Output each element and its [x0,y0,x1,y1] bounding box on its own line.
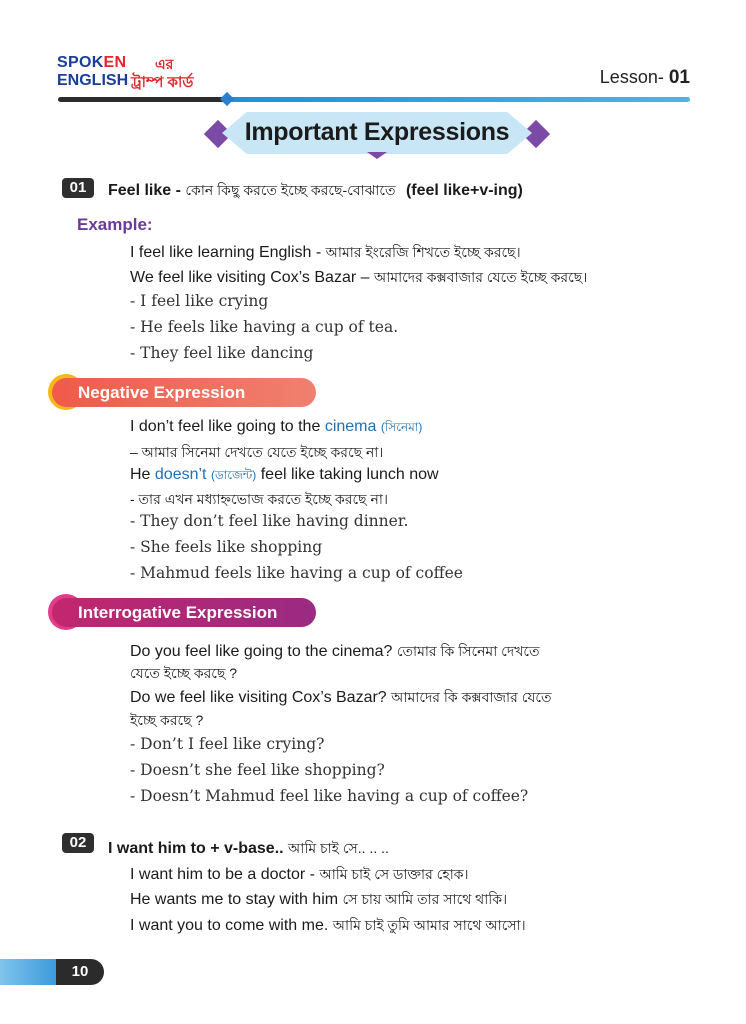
example-line: We feel like visiting Cox’s Bazar – আমাদের কক্সবাজার যেতে ইচ্ছে করছে। [130,269,588,286]
page-number: 10 [56,959,104,985]
bullet-line: - They don’t feel like having dinner. [130,512,409,530]
negative-expression-pill: Negative Expression [52,378,316,407]
logo-trump-card: ট্রাম্প কার্ড [131,74,194,91]
section-number-badge: 01 [62,178,94,198]
title-banner [206,112,548,158]
example-label: Example: [77,215,153,234]
negative-line-bn: – আমার সিনেমা দেখতে যেতে ইচ্ছে করছে না। [130,444,384,460]
negative-line-bn: - তার এখন মধ্যাহ্নভোজ করতে ইচ্ছে করছে না। [130,491,388,507]
bullet-line: - Mahmud feels like having a cup of coffee [130,564,463,582]
divider-diamond-icon [220,92,234,106]
question-line-bn: ইচ্ছে করছে ? [130,712,204,728]
section2-heading: I want him to + v-base.. আমি চাই সে.. .. .. [108,840,389,857]
logo-spoken: SPOKEN [57,54,127,71]
interrogative-expression-pill: Interrogative Expression [52,598,316,627]
question-line: Do we feel like visiting Cox’s Bazar? আমাদের কি কক্সবাজার যেতে [130,689,552,706]
section-number-badge: 02 [62,833,94,853]
example-line: I want you to come with me. আমি চাই তুমি আমার সাথে আসো। [130,917,526,934]
bullet-line: - Doesn’t she feel like shopping? [130,761,385,779]
bullet-line: - Don’t I feel like crying? [130,735,325,753]
section1-heading: Feel like - কোন কিছু করতে ইচ্ছে করছে-বোঝাতে (feel like+v-ing) [108,182,523,199]
bullet-line: - They feel like dancing [130,344,314,362]
bullet-line: - I feel like crying [130,292,269,310]
example-line: I feel like learning English - আমার ইংরেজি শিখতে ইচ্ছে করছে। [130,244,521,261]
page-title: Important Expressions [244,118,510,146]
lesson-label: Lesson- 01 [599,67,690,88]
lesson-number: 01 [668,67,690,88]
bullet-line: - Doesn’t Mahmud feel like having a cup of coffee? [130,787,529,805]
example-line: I want him to be a doctor - আমি চাই সে ডাক্তার হোক। [130,866,469,883]
question-line: Do you feel like going to the cinema? তোমার কি সিনেমা দেখতে [130,643,540,660]
negative-line: I don’t feel like going to the cinema (সিনেমা) [130,418,423,435]
logo-bn-er: এর [155,56,174,72]
page-footer [0,959,105,985]
bullet-line: - She feels like shopping [130,538,323,556]
logo-english: ENGLISH [57,72,129,89]
negative-line: He doesn’t (ডাজেন্ট) feel like taking lunch now [130,466,439,483]
bullet-line: - He feels like having a cup of tea. [130,318,399,336]
brand-logo [57,54,227,94]
question-line-bn: যেতে ইচ্ছে করছে ? [130,665,238,681]
header-divider [58,97,690,102]
example-line: He wants me to stay with him সে চায় আমি তার সাথে থাকি। [130,891,508,908]
